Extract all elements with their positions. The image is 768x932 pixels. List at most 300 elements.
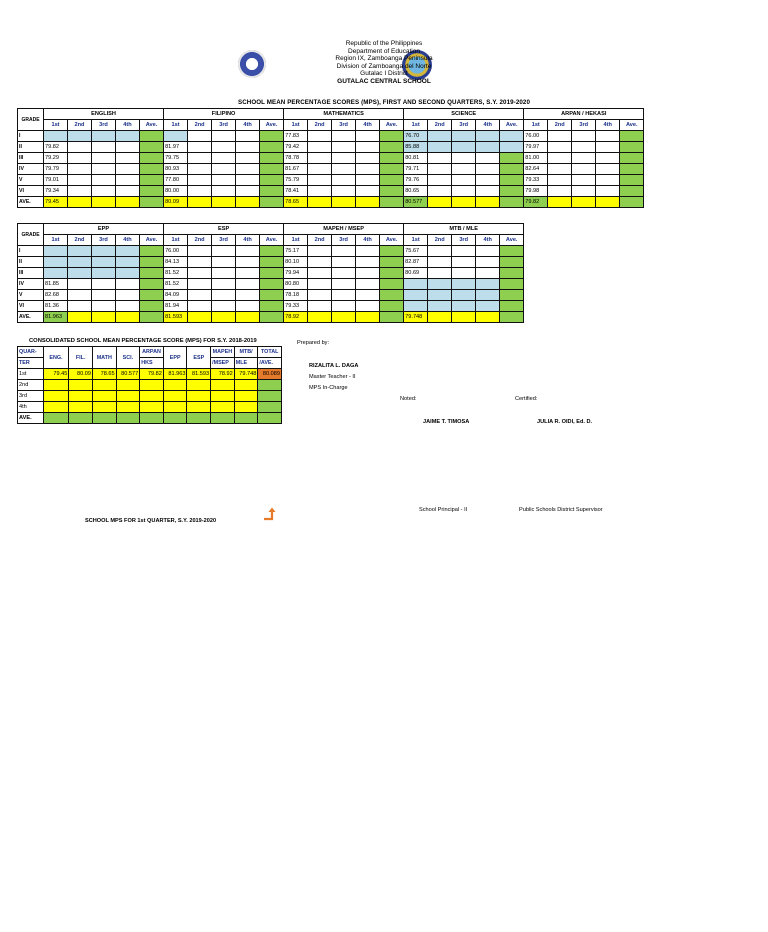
empty-cell: [356, 197, 380, 208]
score-cell: [187, 402, 211, 413]
empty-cell: [428, 175, 452, 186]
empty-cell: [452, 290, 476, 301]
score-cell: 81.593: [164, 312, 188, 323]
subject-header: SCIENCE: [404, 109, 524, 120]
score-cell: 81.97: [164, 142, 188, 153]
empty-cell: [548, 142, 572, 153]
score-cell: 81.00: [524, 153, 548, 164]
score-cell: 81.94: [164, 301, 188, 312]
score-cell: [187, 380, 211, 391]
score-cell: 80.577: [404, 197, 428, 208]
empty-cell: [332, 186, 356, 197]
letterhead-line: Gutalac I District: [360, 70, 408, 78]
score-cell: 76.00: [164, 246, 188, 257]
score-cell: [234, 380, 258, 391]
quarter-header: 4th: [356, 235, 380, 246]
quarter-header: Ave.: [260, 120, 284, 131]
empty-cell: [260, 312, 284, 323]
empty-cell: [620, 142, 644, 153]
empty-cell: [68, 268, 92, 279]
score-cell: 79.01: [44, 175, 68, 186]
empty-cell: [140, 279, 164, 290]
empty-cell: [236, 312, 260, 323]
empty-cell: [140, 175, 164, 186]
empty-cell: [212, 164, 236, 175]
empty-cell: [140, 257, 164, 268]
score-cell: 76.00: [524, 131, 548, 142]
empty-cell: [212, 290, 236, 301]
empty-cell: [428, 279, 452, 290]
score-cell: 80.93: [164, 164, 188, 175]
empty-cell: [356, 153, 380, 164]
empty-cell: [548, 197, 572, 208]
score-cell: 80.10: [284, 257, 308, 268]
score-cell: 79.45: [44, 197, 68, 208]
empty-cell: [572, 186, 596, 197]
empty-cell: [356, 268, 380, 279]
empty-cell: [452, 175, 476, 186]
empty-cell: [116, 268, 140, 279]
empty-cell: [116, 153, 140, 164]
empty-cell: [332, 268, 356, 279]
prepared-by-label: Prepared by:: [297, 340, 330, 346]
score-cell: 80.65: [404, 186, 428, 197]
score-cell: [404, 290, 428, 301]
letterhead-line: Region IX, Zamboanga Peninsula: [335, 55, 433, 63]
column-header: TOTAL: [258, 347, 282, 358]
score-cell: [44, 268, 68, 279]
quarter-header: Ave.: [380, 120, 404, 131]
empty-cell: [140, 246, 164, 257]
table-row: [18, 186, 644, 197]
empty-cell: [380, 186, 404, 197]
empty-cell: [308, 197, 332, 208]
quarter-label: 1st: [18, 369, 44, 380]
table-row: [18, 279, 524, 290]
empty-cell: [68, 301, 92, 312]
empty-cell: [68, 131, 92, 142]
empty-cell: [212, 268, 236, 279]
empty-cell: [500, 301, 524, 312]
empty-cell: [260, 246, 284, 257]
empty-cell: [476, 257, 500, 268]
quarter-header: 1st: [44, 235, 68, 246]
empty-cell: [140, 290, 164, 301]
empty-cell: [572, 164, 596, 175]
noted-label: Noted:: [400, 396, 417, 402]
column-header: /MSEP: [211, 358, 235, 369]
empty-cell: [452, 246, 476, 257]
score-cell: 82.87: [404, 257, 428, 268]
score-cell: 80.00: [164, 186, 188, 197]
quarter-header: Ave.: [500, 120, 524, 131]
empty-cell: [452, 131, 476, 142]
quarter-header: 3rd: [212, 235, 236, 246]
consolidated-title: CONSOLIDATED SCHOOL MEAN PERCENTAGE SCORE (MPS) FOR S.Y. 2018-2019: [29, 338, 257, 344]
empty-cell: [116, 279, 140, 290]
empty-cell: [548, 131, 572, 142]
empty-cell: [380, 290, 404, 301]
table-row: [18, 369, 282, 380]
empty-cell: [68, 312, 92, 323]
empty-cell: [236, 268, 260, 279]
empty-cell: [548, 164, 572, 175]
score-cell: [187, 391, 211, 402]
empty-cell: [620, 164, 644, 175]
empty-cell: [188, 246, 212, 257]
score-cell: 75.17: [284, 246, 308, 257]
score-cell: 80.089: [258, 369, 282, 380]
empty-cell: [476, 290, 500, 301]
table-row: [18, 301, 524, 312]
empty-cell: [356, 279, 380, 290]
empty-cell: [332, 301, 356, 312]
empty-cell: [476, 301, 500, 312]
empty-cell: [140, 164, 164, 175]
empty-cell: [476, 175, 500, 186]
score-cell: 77.80: [164, 175, 188, 186]
score-cell: 81.52: [164, 268, 188, 279]
score-cell: 80.69: [404, 268, 428, 279]
column-header: ARPAN: [140, 347, 164, 358]
empty-cell: [596, 164, 620, 175]
table-row: [18, 391, 282, 402]
empty-cell: [212, 142, 236, 153]
empty-cell: [68, 175, 92, 186]
quarter-header: Ave.: [500, 235, 524, 246]
score-cell: [234, 413, 258, 424]
letterhead-line: Department of Education: [348, 47, 420, 55]
empty-cell: [332, 131, 356, 142]
empty-cell: [260, 131, 284, 142]
score-cell: 81.85: [44, 279, 68, 290]
empty-cell: [188, 153, 212, 164]
score-cell: [258, 391, 282, 402]
empty-cell: [68, 279, 92, 290]
empty-cell: [260, 197, 284, 208]
score-cell: 81.593: [187, 369, 211, 380]
empty-cell: [260, 164, 284, 175]
score-cell: [69, 402, 93, 413]
empty-cell: [620, 153, 644, 164]
grade-label: VI: [18, 186, 44, 197]
empty-cell: [428, 197, 452, 208]
empty-cell: [188, 312, 212, 323]
quarter-header: 1st: [284, 235, 308, 246]
empty-cell: [500, 268, 524, 279]
grade-label: III: [18, 268, 44, 279]
score-cell: 81.52: [164, 279, 188, 290]
score-cell: 79.29: [44, 153, 68, 164]
score-cell: 77.83: [284, 131, 308, 142]
empty-cell: [452, 301, 476, 312]
empty-cell: [380, 246, 404, 257]
empty-cell: [92, 164, 116, 175]
empty-cell: [140, 268, 164, 279]
empty-cell: [92, 186, 116, 197]
empty-cell: [212, 197, 236, 208]
empty-cell: [188, 290, 212, 301]
empty-cell: [68, 142, 92, 153]
empty-cell: [68, 290, 92, 301]
empty-cell: [308, 257, 332, 268]
empty-cell: [428, 246, 452, 257]
empty-cell: [236, 290, 260, 301]
quarter-label: 2nd: [18, 380, 44, 391]
score-cell: [258, 402, 282, 413]
empty-cell: [332, 257, 356, 268]
score-cell: [140, 413, 164, 424]
table-row: [18, 380, 282, 391]
score-cell: [116, 391, 140, 402]
empty-cell: [92, 197, 116, 208]
quarter-header: 1st: [164, 235, 188, 246]
empty-cell: [212, 131, 236, 142]
empty-cell: [452, 153, 476, 164]
score-cell: [92, 380, 116, 391]
empty-cell: [308, 246, 332, 257]
quarter-header: 3rd: [212, 120, 236, 131]
empty-cell: [188, 131, 212, 142]
header-row: [18, 347, 282, 358]
empty-cell: [68, 197, 92, 208]
preparer-name: RIZALITA L. DAGA: [309, 363, 359, 369]
empty-cell: [356, 142, 380, 153]
quarter-header: 1st: [44, 120, 68, 131]
quarter-header: 1st: [524, 120, 548, 131]
empty-cell: [236, 279, 260, 290]
empty-cell: [380, 131, 404, 142]
quarter-header: 1st: [404, 120, 428, 131]
score-cell: 82.68: [44, 290, 68, 301]
empty-cell: [500, 197, 524, 208]
empty-cell: [308, 142, 332, 153]
empty-cell: [212, 246, 236, 257]
score-cell: 79.82: [140, 369, 164, 380]
empty-cell: [356, 301, 380, 312]
empty-cell: [116, 312, 140, 323]
empty-cell: [476, 131, 500, 142]
header-row: [18, 109, 644, 120]
score-cell: 75.67: [404, 246, 428, 257]
subject-header: FILIPINO: [164, 109, 284, 120]
empty-cell: [380, 175, 404, 186]
quarter-label: 3rd: [18, 391, 44, 402]
empty-cell: [380, 268, 404, 279]
score-cell: [164, 131, 188, 142]
quarter-header: 4th: [596, 120, 620, 131]
empty-cell: [428, 153, 452, 164]
quarter-header: 3rd: [452, 235, 476, 246]
empty-cell: [620, 197, 644, 208]
quarter-header: 4th: [476, 120, 500, 131]
footer-note: SCHOOL MPS FOR 1st QUARTER, S.Y. 2019-2020: [85, 518, 217, 524]
quarter-header: 2nd: [68, 235, 92, 246]
table-row: [18, 257, 524, 268]
score-cell: 79.82: [524, 197, 548, 208]
column-header: HKS: [140, 358, 164, 369]
report-title: SCHOOL MEAN PERCENTAGE SCORES (MPS), FIRST AND SECOND QUARTERS, S.Y. 2019-2020: [237, 99, 530, 106]
score-cell: [92, 413, 116, 424]
score-cell: 78.41: [284, 186, 308, 197]
empty-cell: [260, 153, 284, 164]
empty-cell: [212, 153, 236, 164]
quarter-header: Ave.: [380, 235, 404, 246]
empty-cell: [476, 164, 500, 175]
column-header: EPP: [163, 347, 187, 369]
empty-cell: [572, 131, 596, 142]
empty-cell: [188, 175, 212, 186]
empty-cell: [428, 186, 452, 197]
empty-cell: [140, 186, 164, 197]
score-cell: 79.748: [234, 369, 258, 380]
certified-label: Certified:: [515, 396, 538, 402]
empty-cell: [188, 142, 212, 153]
empty-cell: [572, 175, 596, 186]
score-cell: 79.97: [524, 142, 548, 153]
score-cell: 78.65: [284, 197, 308, 208]
score-cell: [258, 380, 282, 391]
empty-cell: [236, 164, 260, 175]
score-cell: 79.79: [44, 164, 68, 175]
empty-cell: [236, 142, 260, 153]
quarter-header: 1st: [164, 120, 188, 131]
empty-cell: [116, 142, 140, 153]
quarter-header: TER: [18, 358, 44, 369]
subject-header: ARPAN / HEKASI: [524, 109, 644, 120]
empty-cell: [596, 175, 620, 186]
score-cell: [404, 301, 428, 312]
quarter-header: 3rd: [452, 120, 476, 131]
empty-cell: [92, 290, 116, 301]
empty-cell: [188, 186, 212, 197]
empty-cell: [308, 279, 332, 290]
score-cell: 79.71: [404, 164, 428, 175]
empty-cell: [68, 153, 92, 164]
empty-cell: [500, 153, 524, 164]
principal-name: JAIME T. TIMOSA: [423, 419, 470, 425]
score-cell: 80.577: [116, 369, 140, 380]
empty-cell: [116, 197, 140, 208]
empty-cell: [332, 142, 356, 153]
table-row: [18, 246, 524, 257]
quarter-header: QUAR-: [18, 347, 44, 358]
empty-cell: [212, 257, 236, 268]
empty-cell: [212, 301, 236, 312]
score-cell: 78.65: [92, 369, 116, 380]
quarter-header: 3rd: [332, 120, 356, 131]
empty-cell: [428, 142, 452, 153]
empty-cell: [116, 164, 140, 175]
score-cell: [211, 402, 235, 413]
empty-cell: [572, 197, 596, 208]
empty-cell: [260, 301, 284, 312]
score-cell: 81.36: [44, 301, 68, 312]
empty-cell: [428, 301, 452, 312]
quarter-header: 2nd: [188, 235, 212, 246]
table-row: [18, 290, 524, 301]
empty-cell: [92, 142, 116, 153]
subject-header: MATHEMATICS: [284, 109, 404, 120]
score-cell: [116, 380, 140, 391]
empty-cell: [332, 164, 356, 175]
grade-label: IV: [18, 279, 44, 290]
empty-cell: [428, 257, 452, 268]
empty-cell: [236, 153, 260, 164]
score-cell: [92, 391, 116, 402]
empty-cell: [92, 257, 116, 268]
empty-cell: [332, 197, 356, 208]
empty-cell: [620, 175, 644, 186]
score-cell: 81.963: [44, 312, 68, 323]
empty-cell: [596, 197, 620, 208]
empty-cell: [500, 164, 524, 175]
score-cell: 76.70: [404, 131, 428, 142]
table-row: [18, 413, 282, 424]
empty-cell: [476, 197, 500, 208]
empty-cell: [380, 312, 404, 323]
score-cell: [69, 391, 93, 402]
score-cell: [163, 391, 187, 402]
empty-cell: [452, 312, 476, 323]
empty-cell: [380, 301, 404, 312]
quarter-header: 4th: [236, 235, 260, 246]
quarter-label: 4th: [18, 402, 44, 413]
empty-cell: [380, 279, 404, 290]
empty-cell: [476, 312, 500, 323]
score-cell: 79.748: [404, 312, 428, 323]
empty-cell: [380, 197, 404, 208]
grade-label: I: [18, 131, 44, 142]
table-row: [18, 312, 524, 323]
mps-table-other-subjects: [17, 223, 524, 323]
score-cell: 80.09: [164, 197, 188, 208]
empty-cell: [356, 246, 380, 257]
empty-cell: [356, 290, 380, 301]
score-cell: [43, 413, 69, 424]
quarter-row: [18, 120, 644, 131]
grade-label: IV: [18, 164, 44, 175]
empty-cell: [476, 186, 500, 197]
empty-cell: [260, 268, 284, 279]
empty-cell: [332, 312, 356, 323]
subject-header: EPP: [44, 224, 164, 235]
empty-cell: [308, 131, 332, 142]
empty-cell: [188, 257, 212, 268]
score-cell: [163, 402, 187, 413]
empty-cell: [356, 312, 380, 323]
quarter-header: 3rd: [92, 235, 116, 246]
empty-cell: [308, 175, 332, 186]
empty-cell: [596, 131, 620, 142]
empty-cell: [476, 142, 500, 153]
empty-cell: [212, 312, 236, 323]
empty-cell: [236, 301, 260, 312]
empty-cell: [428, 268, 452, 279]
quarter-header: 4th: [116, 120, 140, 131]
empty-cell: [476, 246, 500, 257]
grade-label: V: [18, 290, 44, 301]
score-cell: [116, 402, 140, 413]
school-name: GUTALAC CENTRAL SCHOOL: [337, 77, 431, 85]
score-cell: 78.78: [284, 153, 308, 164]
quarter-header: 2nd: [308, 235, 332, 246]
empty-cell: [308, 153, 332, 164]
score-cell: [211, 391, 235, 402]
empty-cell: [212, 186, 236, 197]
empty-cell: [452, 268, 476, 279]
empty-cell: [188, 197, 212, 208]
